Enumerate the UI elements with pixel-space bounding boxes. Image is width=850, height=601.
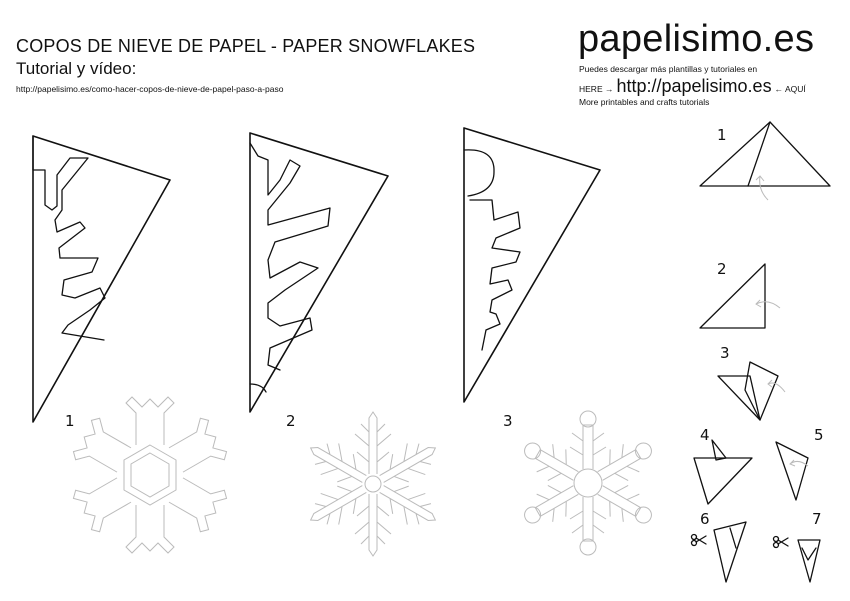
curved-arrow-icon: [756, 176, 768, 200]
cut-template-1: [33, 136, 170, 422]
fold-step-number: 3: [720, 344, 730, 362]
fold-step-number: 6: [700, 510, 710, 528]
fold-step-number: 4: [700, 426, 710, 444]
folding-steps: [692, 122, 831, 582]
folded-triangle: [464, 128, 600, 402]
fold-step-7-cut: [802, 548, 816, 560]
scissors-icon: [774, 537, 789, 548]
fold-step-4-flap: [712, 440, 726, 460]
cut-pattern: [33, 136, 105, 340]
snowflake-result-1: [70, 397, 229, 553]
center-arc: [250, 384, 266, 392]
curved-arrow-icon: [756, 300, 780, 308]
fold-step-3-back: [718, 376, 760, 420]
here-right-label: ← AQUÍ: [774, 84, 806, 94]
fold-step-number: 1: [717, 126, 727, 144]
scissors-icon: [692, 535, 707, 546]
snowflake-result-2: [302, 412, 445, 556]
fold-step-3-front: [745, 362, 778, 420]
snowflake-result-3: [517, 411, 660, 555]
fold-step-4-shape: [694, 458, 752, 504]
more-printables-text: More printables and crafts tutorials: [579, 97, 710, 107]
fold-step-5-shape: [776, 442, 808, 500]
template-number: 3: [503, 412, 513, 430]
page-title: COPOS DE NIEVE DE PAPEL - PAPER SNOWFLAKES: [16, 36, 476, 56]
page-subtitle: Tutorial y vídeo:: [16, 59, 137, 78]
folded-triangle: [250, 133, 388, 412]
brand-logo[interactable]: papelisimo.es: [578, 18, 815, 60]
tutorial-url[interactable]: http://papelisimo.es/como-hacer-copos-de-nieve-de-papel-paso-a-paso: [16, 84, 284, 94]
promo-text: Puedes descargar más plantillas y tutoriales en: [579, 64, 758, 74]
folded-triangle: [33, 136, 170, 422]
curved-arrow-icon: [768, 380, 785, 392]
fold-step-7-shape: [798, 540, 820, 582]
template-number: 2: [286, 412, 296, 430]
cut-pattern: [250, 143, 330, 370]
cut-template-3: [464, 128, 600, 402]
template-number: 1: [65, 412, 75, 430]
here-left-label: HERE →: [579, 84, 614, 94]
cut-template-2: [250, 133, 388, 412]
fold-step-number: 5: [814, 426, 824, 444]
here-url-link[interactable]: http://papelisimo.es: [616, 76, 772, 96]
fold-line: [730, 528, 736, 548]
fold-step-2-shape: [700, 264, 765, 328]
fold-step-number: 2: [717, 260, 727, 278]
fold-step-6-shape: [714, 522, 746, 582]
cut-circle: [464, 150, 494, 196]
fold-step-number: 7: [812, 510, 822, 528]
cut-pattern: [470, 200, 520, 350]
